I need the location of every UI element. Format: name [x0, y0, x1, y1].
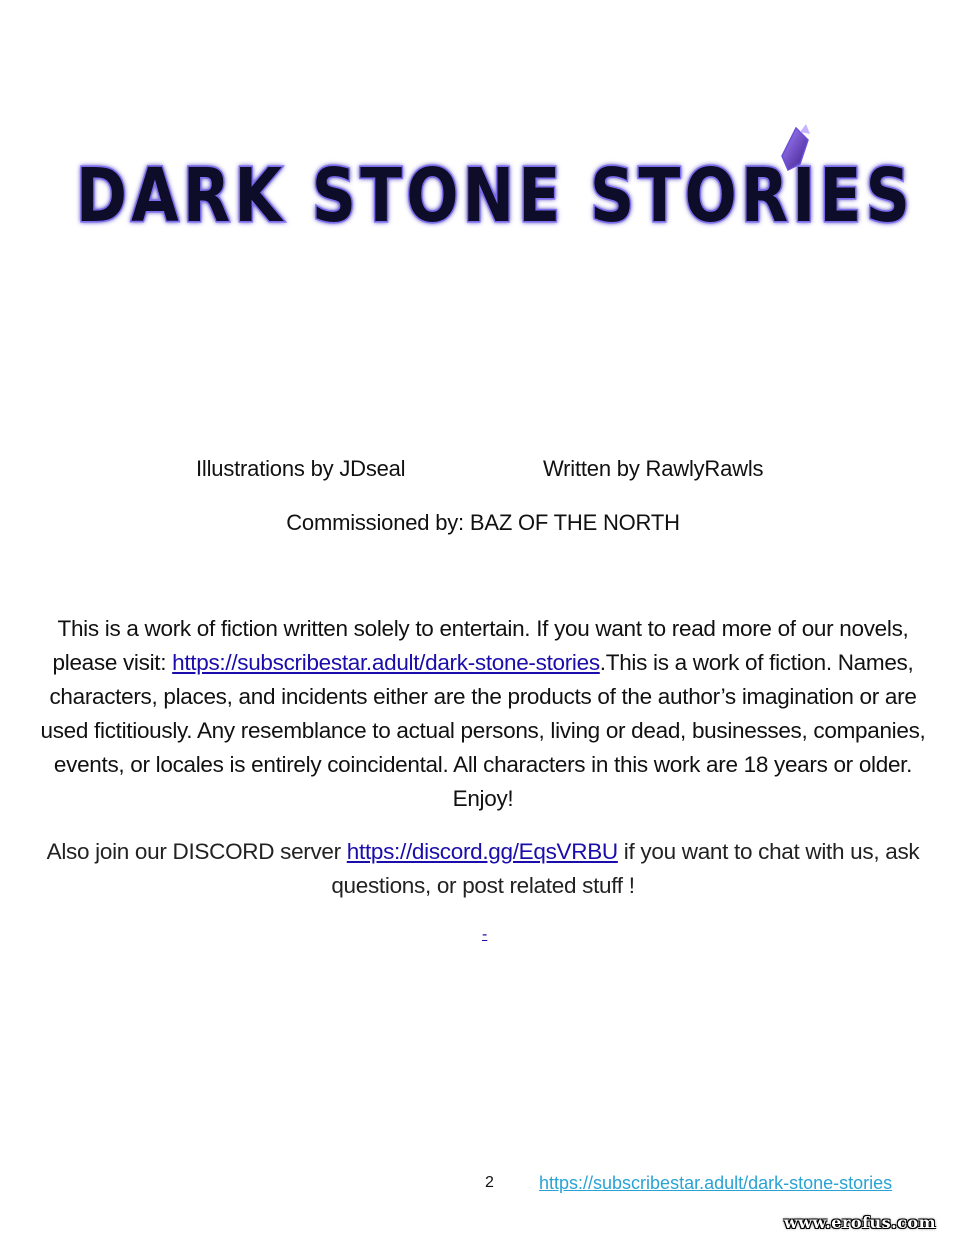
logo-text: DARK STONE STORIES [76, 153, 914, 239]
logo [60, 118, 930, 248]
discord-text-start: Also join our DISCORD server [46, 839, 347, 864]
discord-link[interactable]: https://discord.gg/EqsVRBU [346, 839, 618, 864]
illustrator-credit: Illustrations by JDseal [196, 456, 406, 481]
subscribestar-link[interactable]: https://subscribestar.adult/dark-stone-stories [172, 650, 600, 675]
discord-paragraph [40, 835, 926, 903]
page-number: 2 [485, 1174, 494, 1191]
writer-credit: Written by RawlyRawls [543, 456, 764, 481]
logo-graphic [60, 118, 930, 248]
empty-link[interactable]: - [482, 926, 488, 943]
disclaimer-text-start: This is a work of fiction written solely to entertain. If you want to read more of our novels, please visit: [52, 616, 909, 675]
disclaimer-text-end: .This is a work of fiction. Names, characters, places, and incidents either are the products of the author’s imagination or are used fictitiously. Any resemblance to actual persons, living or dead, businesses, companies, events, or locales is entirely coincidental. All characters in this work are 18 years or older. Enjoy! [40, 650, 926, 811]
footer-subscribestar-link[interactable]: https://subscribestar.adult/dark-stone-stories [539, 1173, 893, 1193]
discord-text-end: if you want to chat with us, ask questions, or post related stuff ! [331, 839, 920, 898]
watermark: www.erofus.com [784, 1213, 936, 1232]
commission-credit: Commissioned by: BAZ OF THE NORTH [286, 510, 680, 535]
disclaimer-paragraph [40, 612, 926, 816]
